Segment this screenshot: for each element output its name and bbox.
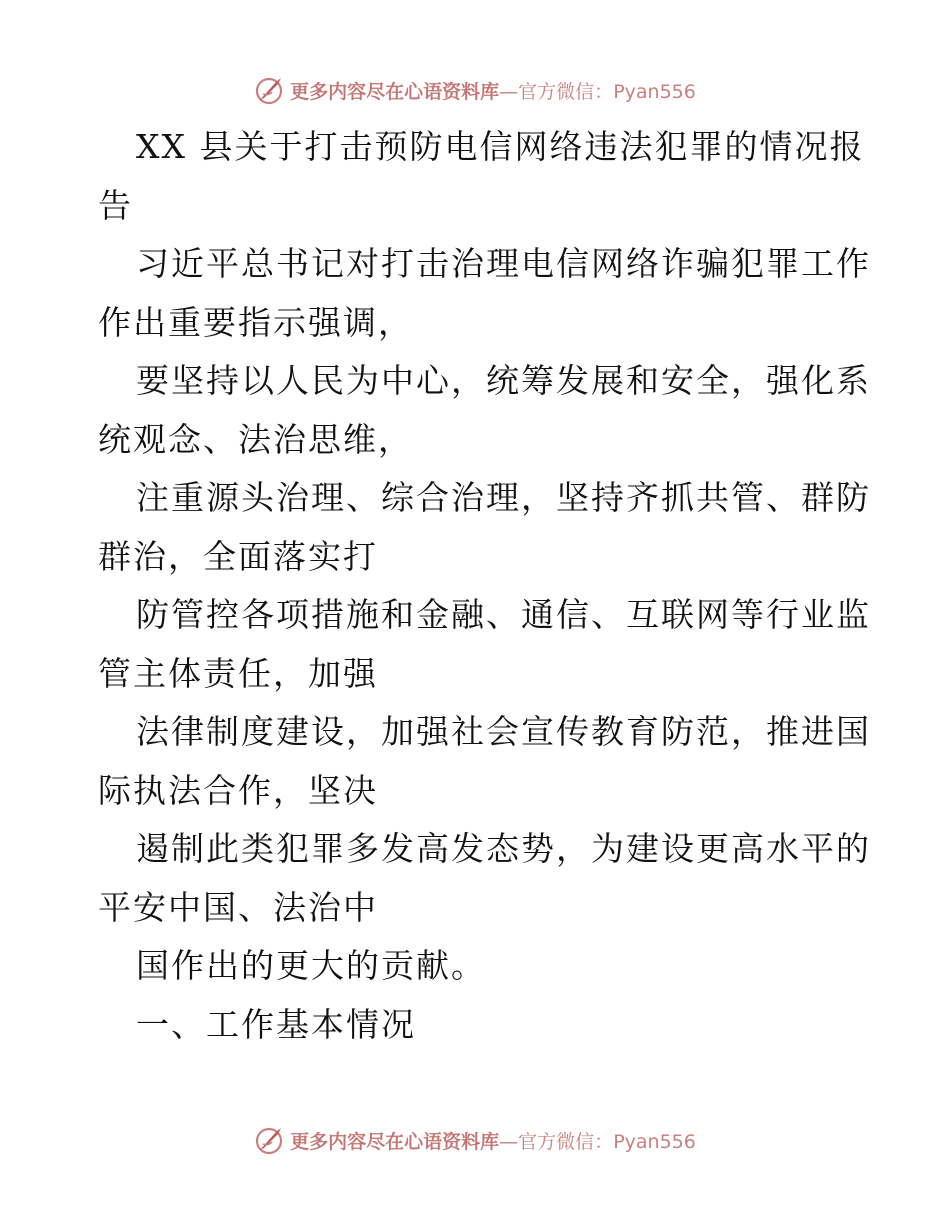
banner-dash: — <box>499 80 519 103</box>
banner-wechat-label: 官方微信： <box>518 1130 614 1153</box>
paragraph-line: 群治，全面落实打 <box>98 536 378 576</box>
banner-site-text: 更多内容尽在心语资料库 <box>290 80 500 103</box>
footer-watermark-banner <box>0 1120 950 1160</box>
paragraph-line: 法律制度建设，加强社会宣传教育防范，推进国 <box>136 712 871 751</box>
paragraph-line: 作出重要指示强调， <box>98 302 413 342</box>
banner-dash: — <box>499 1130 519 1153</box>
quill-pen-logo-icon <box>254 74 286 106</box>
section-heading: 一、工作基本情况 <box>136 1004 416 1044</box>
document-body <box>98 118 871 1054</box>
banner-wechat-id: Pyan556 <box>613 1130 696 1153</box>
banner-wechat-label: 官方微信： <box>518 80 614 103</box>
paragraph-line: 统观念、法治思维， <box>98 419 413 459</box>
paragraph-line: 国作出的更大的贡献。 <box>136 946 486 985</box>
paragraph-line: 际执法合作，坚决 <box>98 770 378 810</box>
paragraph-line: 习近平总书记对打击治理电信网络诈骗犯罪工作 <box>136 244 871 283</box>
paragraph-line: 遏制此类犯罪多发高发态势，为建设更高水平的 <box>136 829 871 868</box>
document-title-line: XX 县关于打击预防电信网络违法犯罪的情况报 <box>136 127 865 166</box>
paragraph-line: 防管控各项措施和金融、通信、互联网等行业监 <box>136 595 871 634</box>
quill-pen-logo-icon <box>254 1124 286 1156</box>
banner-text <box>290 77 696 104</box>
document-title-line: 告 <box>98 185 133 225</box>
paragraph-line: 平安中国、法治中 <box>98 887 378 927</box>
paragraph-line: 管主体责任，加强 <box>98 653 378 693</box>
paragraph-line: 要坚持以人民为中心，统筹发展和安全，强化系 <box>136 361 871 400</box>
paragraph-line: 注重源头治理、综合治理，坚持齐抓共管、群防 <box>136 478 871 517</box>
banner-text <box>290 1127 696 1154</box>
banner-wechat-id: Pyan556 <box>613 80 696 103</box>
banner-site-text: 更多内容尽在心语资料库 <box>290 1130 500 1153</box>
header-watermark-banner <box>0 70 950 110</box>
